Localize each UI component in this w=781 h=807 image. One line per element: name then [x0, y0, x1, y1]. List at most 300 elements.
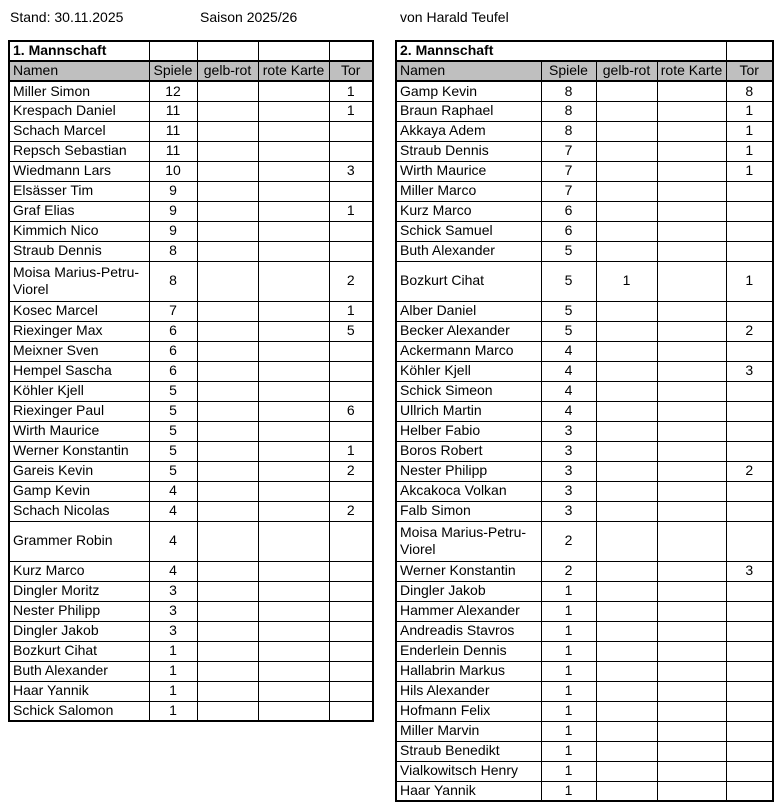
rote-karte-cell [657, 661, 726, 681]
rote-karte-cell [657, 321, 726, 341]
player-name-cell: Schick Simeon [396, 381, 541, 401]
gelb-rot-cell [596, 441, 657, 461]
player-name-cell: Riexinger Max [9, 321, 149, 341]
rote-karte-cell [258, 301, 329, 321]
gelb-rot-cell [197, 141, 258, 161]
gelb-rot-cell [197, 321, 258, 341]
spiele-cell: 9 [149, 181, 197, 201]
gelb-rot-cell [197, 561, 258, 581]
tor-cell: 1 [329, 301, 373, 321]
player-row [396, 201, 773, 221]
spiele-cell: 1 [541, 721, 596, 741]
player-name-cell: Repsch Sebastian [9, 141, 149, 161]
tor-cell [726, 221, 773, 241]
player-name-cell: Enderlein Dennis [396, 641, 541, 661]
rote-karte-cell [258, 121, 329, 141]
title-empty-cell [258, 41, 329, 61]
rote-karte-cell [258, 381, 329, 401]
gelb-rot-cell [197, 81, 258, 101]
rote-karte-cell [258, 261, 329, 301]
player-name-cell: Haar Yannik [396, 781, 541, 801]
spiele-cell: 5 [149, 381, 197, 401]
title-empty-cell [726, 41, 773, 61]
player-row [396, 501, 773, 521]
table-title-row [396, 41, 773, 61]
gelb-rot-cell [197, 381, 258, 401]
rote-karte-cell [657, 81, 726, 101]
gelb-rot-cell [596, 341, 657, 361]
gelb-rot-cell [197, 601, 258, 621]
rote-karte-cell [258, 561, 329, 581]
rote-karte-cell [657, 441, 726, 461]
rote-karte-cell [657, 561, 726, 581]
rote-karte-cell [258, 621, 329, 641]
title-empty-cell [197, 41, 258, 61]
rote-karte-cell [258, 341, 329, 361]
saison-label: Saison 2025/26 [200, 9, 298, 25]
player-name-cell: Moisa Marius-Petru-Viorel [396, 521, 541, 561]
player-name-cell: Moisa Marius-Petru-Viorel [9, 261, 149, 301]
player-row [9, 521, 373, 561]
rote-karte-cell [657, 701, 726, 721]
player-name-cell: Ullrich Martin [396, 401, 541, 421]
rote-karte-cell [657, 601, 726, 621]
player-row [9, 601, 373, 621]
rote-karte-cell [657, 201, 726, 221]
player-row [396, 461, 773, 481]
column-header-rote-karte: rote Karte [657, 61, 726, 81]
gelb-rot-cell [596, 241, 657, 261]
player-name-cell: Dingler Moritz [9, 581, 149, 601]
player-row [396, 121, 773, 141]
spiele-cell: 4 [541, 381, 596, 401]
tor-cell: 1 [329, 101, 373, 121]
tor-cell: 2 [329, 461, 373, 481]
tor-cell: 1 [726, 121, 773, 141]
player-row [396, 221, 773, 241]
spiele-cell: 1 [149, 661, 197, 681]
player-row [9, 681, 373, 701]
tor-cell [329, 121, 373, 141]
player-name-cell: Krespach Daniel [9, 101, 149, 121]
player-row [9, 621, 373, 641]
spiele-cell: 6 [149, 321, 197, 341]
player-name-cell: Dingler Jakob [396, 581, 541, 601]
player-row [9, 301, 373, 321]
rote-karte-cell [657, 261, 726, 301]
tor-cell [726, 661, 773, 681]
column-header-row [9, 61, 373, 81]
tor-cell [329, 381, 373, 401]
table-title: 2. Mannschaft [396, 41, 726, 61]
player-row [396, 241, 773, 261]
rote-karte-cell [258, 421, 329, 441]
rote-karte-cell [657, 641, 726, 661]
rote-karte-cell [657, 721, 726, 741]
rote-karte-cell [657, 621, 726, 641]
rote-karte-cell [657, 761, 726, 781]
player-name-cell: Kurz Marco [9, 561, 149, 581]
player-row [9, 661, 373, 681]
tor-cell [726, 341, 773, 361]
spiele-cell: 3 [541, 441, 596, 461]
rote-karte-cell [657, 741, 726, 761]
player-name-cell: Alber Daniel [396, 301, 541, 321]
player-name-cell: Helber Fabio [396, 421, 541, 441]
gelb-rot-cell [197, 161, 258, 181]
spiele-cell: 8 [149, 261, 197, 301]
tor-cell: 1 [726, 101, 773, 121]
spiele-cell: 4 [149, 521, 197, 561]
rote-karte-cell [657, 421, 726, 441]
gelb-rot-cell [596, 681, 657, 701]
player-row [9, 321, 373, 341]
tor-cell [329, 601, 373, 621]
gelb-rot-cell [197, 341, 258, 361]
spiele-cell: 7 [541, 181, 596, 201]
tor-cell [726, 181, 773, 201]
spiele-cell: 8 [541, 121, 596, 141]
tor-cell [726, 721, 773, 741]
gelb-rot-cell [596, 221, 657, 241]
player-row [396, 781, 773, 801]
rote-karte-cell [657, 481, 726, 501]
tor-cell [329, 341, 373, 361]
spiele-cell: 5 [149, 441, 197, 461]
tor-cell [329, 641, 373, 661]
spiele-cell: 11 [149, 121, 197, 141]
rote-karte-cell [258, 601, 329, 621]
rote-karte-cell [258, 101, 329, 121]
rote-karte-cell [258, 681, 329, 701]
player-row [396, 581, 773, 601]
player-row [9, 141, 373, 161]
player-name-cell: Werner Konstantin [9, 441, 149, 461]
spiele-cell: 6 [149, 361, 197, 381]
spiele-cell: 3 [149, 621, 197, 641]
gelb-rot-cell [596, 361, 657, 381]
player-row [9, 501, 373, 521]
player-row [396, 321, 773, 341]
player-row [9, 361, 373, 381]
title-empty-cell [149, 41, 197, 61]
player-row [9, 461, 373, 481]
tor-cell [329, 661, 373, 681]
spiele-cell: 2 [541, 521, 596, 561]
tor-cell: 2 [726, 321, 773, 341]
gelb-rot-cell [197, 301, 258, 321]
rote-karte-cell [258, 321, 329, 341]
player-row [396, 621, 773, 641]
spiele-cell: 5 [541, 321, 596, 341]
spiele-cell: 11 [149, 141, 197, 161]
tor-cell [726, 421, 773, 441]
rote-karte-cell [657, 681, 726, 701]
spiele-cell: 7 [149, 301, 197, 321]
player-row [396, 381, 773, 401]
rote-karte-cell [258, 641, 329, 661]
spiele-cell: 3 [541, 481, 596, 501]
player-name-cell: Nester Philipp [396, 461, 541, 481]
tor-cell [726, 621, 773, 641]
rote-karte-cell [657, 781, 726, 801]
player-name-cell: Andreadis Stavros [396, 621, 541, 641]
player-name-cell: Kurz Marco [396, 201, 541, 221]
rote-karte-cell [657, 521, 726, 561]
gelb-rot-cell [197, 401, 258, 421]
spiele-cell: 4 [149, 481, 197, 501]
rote-karte-cell [657, 501, 726, 521]
player-name-cell: Riexinger Paul [9, 401, 149, 421]
tor-cell [329, 421, 373, 441]
tor-cell [726, 781, 773, 801]
gelb-rot-cell [197, 201, 258, 221]
tor-cell [726, 301, 773, 321]
spiele-cell: 9 [149, 221, 197, 241]
rote-karte-cell [657, 241, 726, 261]
player-name-cell: Kosec Marcel [9, 301, 149, 321]
spiele-cell: 12 [149, 81, 197, 101]
player-row [9, 221, 373, 241]
rote-karte-cell [258, 141, 329, 161]
tor-cell: 2 [726, 461, 773, 481]
spiele-cell: 1 [541, 741, 596, 761]
tor-cell: 1 [726, 141, 773, 161]
column-header-tor: Tor [329, 61, 373, 81]
rote-karte-cell [657, 401, 726, 421]
column-header-rote-karte: rote Karte [258, 61, 329, 81]
player-row [396, 361, 773, 381]
player-name-cell: Miller Marco [396, 181, 541, 201]
rote-karte-cell [258, 521, 329, 561]
player-name-cell: Kimmich Nico [9, 221, 149, 241]
gelb-rot-cell [197, 521, 258, 561]
player-row [396, 101, 773, 121]
gelb-rot-cell [197, 121, 258, 141]
player-name-cell: Hallabrin Markus [396, 661, 541, 681]
player-row [9, 161, 373, 181]
player-name-cell: Gareis Kevin [9, 461, 149, 481]
table-1-mannschaft [8, 40, 374, 722]
spiele-cell: 1 [541, 641, 596, 661]
stats-table [395, 40, 774, 802]
rote-karte-cell [258, 161, 329, 181]
tor-cell: 3 [726, 561, 773, 581]
tor-cell [726, 401, 773, 421]
column-header-tor: Tor [726, 61, 773, 81]
player-row [9, 261, 373, 301]
tor-cell [726, 761, 773, 781]
player-name-cell: Bozkurt Cihat [396, 261, 541, 301]
spiele-cell: 1 [541, 581, 596, 601]
player-row [9, 181, 373, 201]
player-name-cell: Haar Yannik [9, 681, 149, 701]
player-name-cell: Straub Dennis [396, 141, 541, 161]
tor-cell: 8 [726, 81, 773, 101]
player-name-cell: Schach Nicolas [9, 501, 149, 521]
tor-cell: 1 [726, 161, 773, 181]
gelb-rot-cell [596, 521, 657, 561]
rote-karte-cell [258, 581, 329, 601]
gelb-rot-cell [596, 581, 657, 601]
player-row [9, 381, 373, 401]
player-name-cell: Ackermann Marco [396, 341, 541, 361]
player-row [9, 581, 373, 601]
stand-label: Stand: 30.11.2025 [10, 9, 124, 25]
tor-cell [726, 501, 773, 521]
tor-cell [726, 741, 773, 761]
spiele-cell: 1 [149, 681, 197, 701]
player-row [396, 341, 773, 361]
gelb-rot-cell [197, 501, 258, 521]
tor-cell [329, 581, 373, 601]
player-name-cell: Akcakoca Volkan [396, 481, 541, 501]
player-row [396, 481, 773, 501]
rote-karte-cell [258, 81, 329, 101]
rote-karte-cell [258, 181, 329, 201]
rote-karte-cell [657, 141, 726, 161]
spiele-cell: 4 [149, 561, 197, 581]
player-name-cell: Wiedmann Lars [9, 161, 149, 181]
table-title-row [9, 41, 373, 61]
spiele-cell: 1 [541, 781, 596, 801]
gelb-rot-cell [596, 141, 657, 161]
player-row [396, 601, 773, 621]
table-2-mannschaft [395, 40, 774, 802]
player-name-cell: Gamp Kevin [9, 481, 149, 501]
gelb-rot-cell [596, 301, 657, 321]
spiele-cell: 8 [541, 101, 596, 121]
tor-cell [726, 601, 773, 621]
player-name-cell: Hempel Sascha [9, 361, 149, 381]
player-name-cell: Köhler Kjell [396, 361, 541, 381]
stats-table [8, 40, 374, 722]
tor-cell [726, 641, 773, 661]
player-name-cell: Graf Elias [9, 201, 149, 221]
tor-cell: 1 [329, 201, 373, 221]
gelb-rot-cell [197, 701, 258, 721]
gelb-rot-cell: 1 [596, 261, 657, 301]
player-name-cell: Köhler Kjell [9, 381, 149, 401]
gelb-rot-cell [596, 321, 657, 341]
tor-cell [329, 221, 373, 241]
tor-cell [726, 481, 773, 501]
spiele-cell: 1 [541, 681, 596, 701]
spiele-cell: 4 [541, 361, 596, 381]
player-name-cell: Schick Salomon [9, 701, 149, 721]
player-row [396, 181, 773, 201]
tor-cell [726, 441, 773, 461]
gelb-rot-cell [197, 101, 258, 121]
gelb-rot-cell [197, 261, 258, 301]
player-name-cell: Becker Alexander [396, 321, 541, 341]
spiele-cell: 4 [149, 501, 197, 521]
spiele-cell: 5 [149, 461, 197, 481]
player-row [396, 421, 773, 441]
title-empty-cell [329, 41, 373, 61]
tor-cell [726, 201, 773, 221]
gelb-rot-cell [197, 621, 258, 641]
player-name-cell: Hammer Alexander [396, 601, 541, 621]
spiele-cell: 2 [541, 561, 596, 581]
tor-cell [329, 521, 373, 561]
spiele-cell: 1 [541, 621, 596, 641]
gelb-rot-cell [596, 501, 657, 521]
tor-cell [329, 241, 373, 261]
gelb-rot-cell [197, 481, 258, 501]
player-name-cell: Wirth Maurice [9, 421, 149, 441]
gelb-rot-cell [596, 741, 657, 761]
column-header-gelb-rot: gelb-rot [197, 61, 258, 81]
player-name-cell: Hofmann Felix [396, 701, 541, 721]
gelb-rot-cell [197, 681, 258, 701]
rote-karte-cell [657, 181, 726, 201]
spiele-cell: 4 [541, 341, 596, 361]
gelb-rot-cell [596, 601, 657, 621]
tor-cell: 2 [329, 501, 373, 521]
tor-cell: 1 [329, 81, 373, 101]
player-row [9, 201, 373, 221]
player-row [396, 301, 773, 321]
tor-cell: 1 [329, 441, 373, 461]
tor-cell [329, 561, 373, 581]
spiele-cell: 4 [541, 401, 596, 421]
player-row [396, 81, 773, 101]
player-row [9, 481, 373, 501]
column-header-gelb-rot: gelb-rot [596, 61, 657, 81]
gelb-rot-cell [596, 701, 657, 721]
player-name-cell: Dingler Jakob [9, 621, 149, 641]
player-name-cell: Miller Simon [9, 81, 149, 101]
gelb-rot-cell [197, 421, 258, 441]
spiele-cell: 3 [541, 461, 596, 481]
player-row [396, 161, 773, 181]
player-name-cell: Werner Konstantin [396, 561, 541, 581]
player-row [396, 441, 773, 461]
player-name-cell: Elsässer Tim [9, 181, 149, 201]
gelb-rot-cell [596, 201, 657, 221]
spiele-cell: 5 [541, 301, 596, 321]
gelb-rot-cell [197, 221, 258, 241]
column-header-player-name: Namen [396, 61, 541, 81]
spiele-cell: 7 [541, 141, 596, 161]
player-row [9, 241, 373, 261]
player-row [9, 441, 373, 461]
rote-karte-cell [258, 241, 329, 261]
author-label: von Harald Teufel [400, 9, 509, 25]
gelb-rot-cell [596, 461, 657, 481]
spiele-cell: 5 [149, 401, 197, 421]
rote-karte-cell [657, 161, 726, 181]
spiele-cell: 3 [541, 421, 596, 441]
gelb-rot-cell [596, 101, 657, 121]
player-name-cell: Vialkowitsch Henry [396, 761, 541, 781]
tor-cell [329, 621, 373, 641]
gelb-rot-cell [197, 181, 258, 201]
player-name-cell: Meixner Sven [9, 341, 149, 361]
rote-karte-cell [258, 201, 329, 221]
column-header-row [396, 61, 773, 81]
spiele-cell: 5 [541, 241, 596, 261]
spiele-cell: 9 [149, 201, 197, 221]
tor-cell [726, 701, 773, 721]
player-name-cell: Straub Dennis [9, 241, 149, 261]
spiele-cell: 6 [541, 201, 596, 221]
spiele-cell: 6 [149, 341, 197, 361]
gelb-rot-cell [596, 621, 657, 641]
gelb-rot-cell [197, 641, 258, 661]
spiele-cell: 10 [149, 161, 197, 181]
